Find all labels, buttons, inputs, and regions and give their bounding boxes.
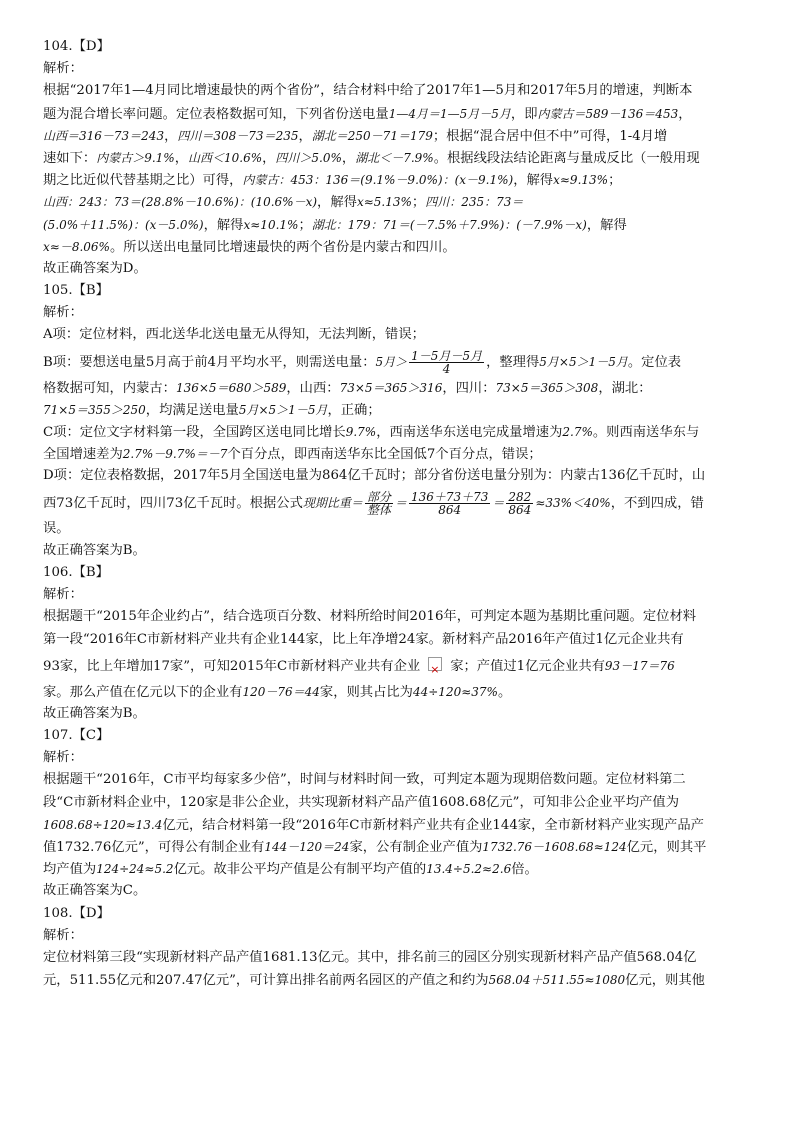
- q106-heading: [43, 562, 765, 584]
- formula: 120－76＝44: [242, 684, 320, 699]
- text: 个百分点，即西南送华东比全国低7个百分点，错误；: [227, 447, 542, 463]
- formula: x≈10.1%: [243, 217, 299, 232]
- analysis-label: 解析：: [43, 750, 83, 766]
- text: 。则西南送华东与: [592, 425, 700, 440]
- formula: 四川：235：73＝: [425, 195, 524, 210]
- q104-line-8: [43, 236, 765, 258]
- q105-option-d-line-3: [43, 518, 765, 540]
- text: 93家，比上年增加17家”，可知2015年C市新材料产业共有企业: [43, 658, 421, 674]
- formula: 山西＜10.6%: [187, 150, 263, 165]
- text: 亿元。故非公平均产值是公有制平均产值的: [173, 862, 427, 878]
- text: 定位材料第三段“实现新材料产品产值1681.13亿元。其中，排名前三的园区分别实现新材料产品产值568.04亿: [43, 949, 697, 965]
- formula: 1608.68÷120≈13.4: [43, 817, 163, 832]
- formula: 124÷24≈5.2: [96, 862, 174, 877]
- formula: 山西：243：73＝(28.8%－10.6%)：(10.6%－x): [43, 195, 318, 210]
- q105-answer: [43, 540, 765, 562]
- text: ，解得: [586, 217, 627, 233]
- text: 西73亿千瓦时，四川73亿千瓦时。根据公式: [43, 495, 303, 511]
- text: 家；产值过1亿元企业共有: [450, 658, 605, 674]
- text: 误。: [43, 520, 70, 536]
- q104-heading: [43, 36, 765, 58]
- text: 。: [497, 684, 512, 700]
- q104-line-7: [43, 214, 765, 236]
- formula: 四川＝308－73＝235: [177, 128, 299, 143]
- q105-option-d-line-1: [43, 465, 765, 487]
- text: 。根据线段法结论距离与量成反比（一般用现: [433, 150, 700, 166]
- formula: ≈33%＜40%: [535, 495, 611, 510]
- text: 根据题干“2016年，C市平均每家多少倍”，时间与材料时间一致，可判定本题为现期倍数问题。定位材料第二: [43, 772, 686, 788]
- q108-heading: [43, 903, 765, 925]
- formula: 四川＞5.0%: [275, 150, 342, 165]
- formula: 13.4÷5.2≈2.6: [426, 862, 512, 877]
- numerator: 136＋73＋73: [410, 489, 489, 504]
- numerator: 282: [508, 489, 532, 504]
- q106-analysis-label: [43, 584, 765, 606]
- text: 元，511.55亿元和207.47亿元”，可计算出排名前两名园区的产值之和约为: [43, 973, 489, 989]
- formula: 73×5＝365＞316: [339, 380, 443, 395]
- q105-option-b-line-2: [43, 377, 765, 399]
- formula: 湖北＜－7.9%: [355, 150, 434, 165]
- denominator: 864: [438, 502, 462, 517]
- text: ，: [341, 150, 356, 166]
- fraction: [409, 350, 484, 375]
- text: B项：要想送电量5月高于前4月平均水平，则需送电量：: [43, 354, 376, 370]
- text: 亿元，则其平: [626, 840, 707, 855]
- q105-heading: [43, 280, 765, 302]
- answer-text: 故正确答案为D。: [43, 260, 147, 276]
- q104-analysis-label: [43, 58, 765, 80]
- q107-heading: [43, 725, 765, 747]
- formula: ＝: [394, 495, 407, 510]
- q105-option-a: [43, 324, 765, 346]
- q106-number: 106.【B】: [43, 564, 109, 580]
- text: 第一段“2016年C市新材料产业共有企业144家，比上年净增24家。新材料产品2016年产值过1亿元企业共有: [43, 631, 684, 647]
- text: 格数据可知，内蒙古：: [43, 380, 176, 396]
- text: 题为混合增长率问题。定位表格数据可知，下列省份送电量: [43, 106, 389, 122]
- formula: 现期比重＝: [302, 495, 363, 510]
- formula: ＝: [492, 495, 505, 510]
- q104-line-1: [43, 80, 765, 102]
- q107-line-5: [43, 858, 765, 880]
- q106-line-2: [43, 629, 765, 651]
- text: ，即: [510, 106, 538, 122]
- text: 。定位表: [627, 354, 682, 370]
- text: ，解得: [317, 195, 357, 211]
- q106-answer: [43, 703, 765, 725]
- denominator: 4: [442, 361, 451, 376]
- formula: 2.7%－9.7%＝－7: [122, 447, 228, 462]
- q108-line-1: [43, 947, 765, 969]
- fraction: [506, 491, 533, 516]
- formula: 湖北＝250－71＝179: [311, 128, 433, 143]
- broken-image-icon: [428, 657, 442, 671]
- text: ，山西：: [286, 380, 340, 396]
- formula: 136×5＝680＞589: [175, 380, 287, 395]
- denominator: 整体: [366, 502, 391, 517]
- answer-text: 故正确答案为C。: [43, 883, 147, 899]
- q108-number: 108.【D】: [43, 905, 110, 921]
- solution-document: [43, 36, 765, 991]
- formula: 2.7%: [562, 425, 593, 439]
- text: 家，则其占比为: [319, 684, 413, 700]
- q107-line-3: [43, 814, 765, 836]
- text: 值1732.76亿元”，可得公有制企业有: [43, 840, 265, 855]
- answer-text: 故正确答案为B。: [43, 542, 146, 558]
- q104-line-5: [43, 169, 765, 191]
- analysis-label: 解析：: [43, 927, 83, 943]
- q107-line-1: [43, 769, 765, 791]
- text: 倍。: [511, 862, 538, 878]
- text: 。所以送出电量同比增速最快的两个省份是内蒙古和四川。: [109, 239, 456, 255]
- text: ，解得: [513, 173, 554, 189]
- text: 全国增速差为: [43, 447, 123, 463]
- text: ，四川：: [442, 380, 496, 396]
- formula: 5月＞: [375, 354, 408, 369]
- text: ；: [608, 173, 622, 189]
- q105-number: 105.【B】: [43, 283, 109, 299]
- q104-line-2: [43, 103, 765, 125]
- formula: 44÷120≈37%: [412, 684, 498, 699]
- numerator: 1－5月－5月: [411, 348, 483, 363]
- q107-number: 107.【C】: [43, 728, 110, 744]
- formula: 5月×5＞1－5月: [539, 354, 628, 369]
- formula: 内蒙古：453：136＝(9.1%－9.0%)：(x－9.1%): [242, 173, 514, 188]
- text: C项：定位文字材料第一段，全国跨区送电同比增长: [43, 425, 346, 440]
- text: 期之比近似代替基期之比）可得，: [43, 173, 243, 189]
- q105-option-b-line-3: [43, 399, 765, 421]
- text: ，均满足送电量: [145, 402, 239, 418]
- q104-number: 104.【D】: [43, 39, 110, 54]
- q105-option-c-line-1: [43, 421, 765, 443]
- q108-analysis-label: [43, 925, 765, 947]
- formula: 144－120＝24: [264, 840, 350, 854]
- text: ，: [164, 128, 178, 144]
- fraction: [365, 491, 393, 516]
- text: ，: [262, 150, 276, 166]
- text: ，: [298, 128, 312, 144]
- q105-option-b-line-1: [43, 347, 765, 377]
- q106-line-1: [43, 606, 765, 628]
- answer-text: 故正确答案为B。: [43, 705, 146, 721]
- formula: x≈5.13%: [356, 195, 412, 210]
- text: ；: [298, 217, 312, 233]
- formula: x≈9.13%: [553, 173, 609, 188]
- q107-line-4: [43, 836, 765, 858]
- text: ，: [678, 106, 692, 122]
- fraction: [409, 491, 490, 516]
- formula: (5.0%＋11.5%)：(x－5.0%): [43, 217, 204, 232]
- formula: 内蒙古＝589－136＝453: [537, 106, 679, 121]
- formula: 93－17＝76: [604, 658, 675, 673]
- formula: x≈－8.06%: [43, 239, 110, 254]
- text: ；根据“混合居中但不中”可得，1-4月增: [432, 128, 668, 144]
- text: 段“C市新材料企业中，120家是非公企业，共实现新材料产品产值1608.68亿元”，可知非公企业平均产值为: [43, 794, 680, 810]
- q104-line-3: [43, 125, 765, 147]
- text: ，不到四成，错: [610, 495, 704, 511]
- text: 亿元，则其他: [625, 973, 705, 989]
- q104-answer: [43, 258, 765, 280]
- text: D项：定位表格数据，2017年5月全国送电量为864亿千瓦时；部分省份送电量分别为：内蒙古136亿千瓦时，山: [43, 468, 706, 484]
- q107-line-2: [43, 792, 765, 814]
- text: 根据“2017年1—4月同比增速最快的两个省份”，结合材料中给了2017年1—5月和2017年5月的增速，判断本: [43, 83, 693, 99]
- formula: 山西＝316－73＝243: [43, 128, 165, 143]
- denominator: 864: [508, 502, 532, 517]
- formula: 5月×5＞1－5月: [238, 402, 328, 417]
- q106-line-3: [43, 651, 765, 681]
- q104-line-4: [43, 147, 765, 169]
- analysis-label: 解析：: [43, 61, 83, 77]
- formula: 1—4月＝1—5月－5月: [388, 106, 511, 121]
- text: ，整理得: [486, 354, 540, 370]
- text: ，湖北：: [598, 380, 652, 396]
- formula: 568.04＋511.55≈1080: [488, 973, 626, 988]
- text: 均产值为: [43, 862, 97, 878]
- text: ，正确；: [327, 402, 381, 418]
- q108-line-2: [43, 969, 765, 991]
- q106-line-4: [43, 681, 765, 703]
- text: ，: [174, 150, 188, 166]
- text: A项：定位材料，西北送华北送电量无从得知，无法判断，错误；: [43, 327, 425, 343]
- formula: 71×5＝355＞250: [43, 402, 146, 417]
- formula: 内蒙古＞9.1%: [96, 150, 175, 165]
- q105-option-c-line-2: [43, 443, 765, 465]
- numerator: 部分: [366, 489, 391, 504]
- q107-answer: [43, 880, 765, 902]
- analysis-label: 解析：: [43, 587, 83, 603]
- text: 家。那么产值在亿元以下的企业有: [43, 684, 243, 700]
- text: 家，公有制企业产值为: [349, 840, 483, 855]
- text: 根据题干“2015年企业约占”，结合选项百分数、材料所给时间2016年，可判定本题为基期比重问题。定位材料: [43, 609, 697, 625]
- formula: 湖北：179：71＝(－7.5%＋7.9%)：(－7.9%－x): [311, 217, 587, 232]
- formula: 1732.76－1608.68≈124: [482, 840, 627, 854]
- analysis-label: 解析：: [43, 305, 83, 321]
- formula: 73×5＝365＞308: [495, 380, 599, 395]
- text: 亿元，结合材料第一段“2016年C市新材料产业共有企业144家，全市新材料产业实现产品产: [162, 817, 704, 833]
- q105-option-d-line-2: [43, 488, 765, 518]
- text: ；: [411, 195, 426, 211]
- q104-line-6: [43, 191, 765, 213]
- text: 速如下：: [43, 150, 97, 166]
- q105-analysis-label: [43, 302, 765, 324]
- formula: 9.7%: [345, 425, 377, 439]
- text: ，西南送华东送电完成量增速为: [376, 425, 563, 440]
- q107-analysis-label: [43, 747, 765, 769]
- text: ，解得: [203, 217, 244, 233]
